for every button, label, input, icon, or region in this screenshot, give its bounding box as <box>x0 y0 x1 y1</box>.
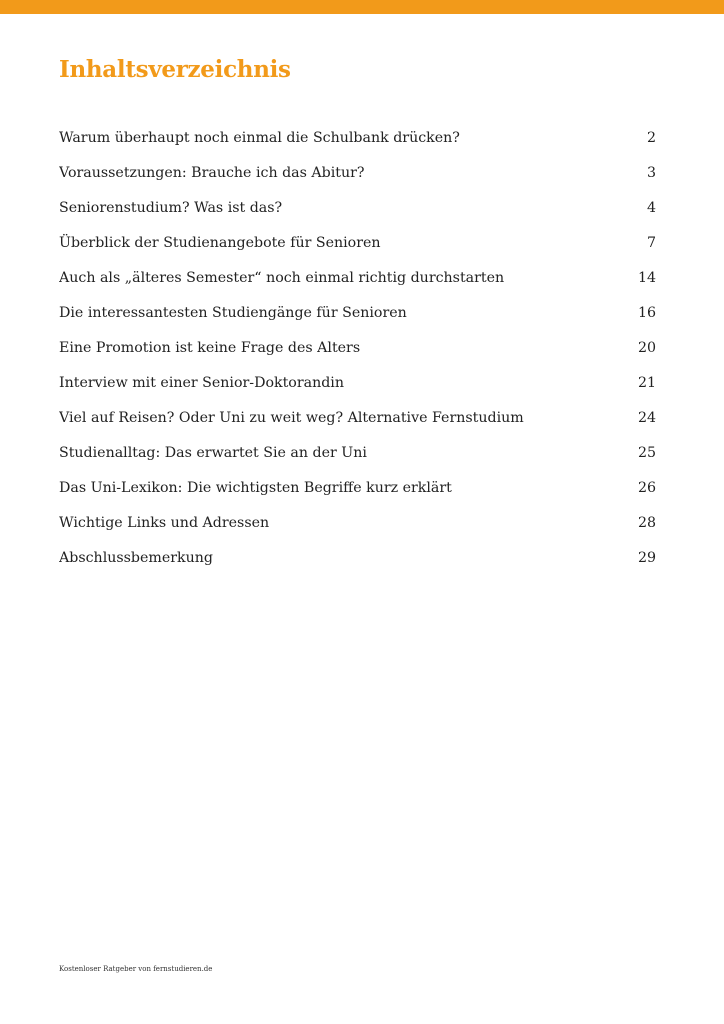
toc-entry-title: Abschlussbemerkung <box>59 550 213 566</box>
toc-entry-title: Eine Promotion ist keine Frage des Alters <box>59 340 361 356</box>
toc-entry-title: Interview mit einer Senior-Doktorandin <box>59 375 344 391</box>
toc-entry-page: 25 <box>637 445 656 461</box>
toc-entry-page: 20 <box>637 340 656 356</box>
toc-entry-title: Wichtige Links und Adressen <box>59 515 270 531</box>
toc-entry[interactable] <box>59 198 656 233</box>
table-of-contents <box>59 128 656 583</box>
toc-entry-title: Viel auf Reisen? Oder Uni zu weit weg? Alternative Fernstudium <box>59 410 524 426</box>
toc-entry[interactable] <box>59 408 656 443</box>
toc-entry-title: Auch als „älteres Semester“ noch einmal richtig durchstarten <box>59 270 505 286</box>
toc-entry-page: 29 <box>637 550 656 566</box>
page-title: Inhaltsverzeichnis <box>59 56 291 83</box>
toc-entry-page: 16 <box>637 305 656 321</box>
toc-entry[interactable] <box>59 128 656 163</box>
toc-entry-page: 2 <box>646 130 656 146</box>
toc-entry[interactable] <box>59 338 656 373</box>
toc-entry[interactable] <box>59 268 656 303</box>
toc-entry-page: 28 <box>637 515 656 531</box>
toc-entry[interactable] <box>59 303 656 338</box>
toc-entry-page: 4 <box>646 200 656 216</box>
toc-entry-title: Warum überhaupt noch einmal die Schulbank drücken? <box>59 130 460 146</box>
toc-entry[interactable] <box>59 163 656 198</box>
toc-entry-page: 3 <box>646 165 656 181</box>
footer-text: Kostenloser Ratgeber von fernstudieren.de <box>59 965 213 973</box>
top-accent-bar <box>0 0 724 14</box>
toc-entry-title: Studienalltag: Das erwartet Sie an der Uni <box>59 445 367 461</box>
toc-entry-page: 7 <box>646 235 656 251</box>
toc-entry[interactable] <box>59 233 656 268</box>
toc-entry-page: 26 <box>637 480 656 496</box>
toc-entry-title: Das Uni-Lexikon: Die wichtigsten Begriffe kurz erklärt <box>59 480 452 496</box>
toc-entry-page: 14 <box>637 270 656 286</box>
toc-entry-page: 24 <box>637 410 656 426</box>
toc-entry[interactable] <box>59 478 656 513</box>
toc-entry-title: Voraussetzungen: Brauche ich das Abitur? <box>59 165 365 181</box>
toc-entry-title: Überblick der Studienangebote für Senioren <box>59 235 381 251</box>
toc-entry-title: Die interessantesten Studiengänge für Senioren <box>59 305 407 321</box>
toc-entry[interactable] <box>59 548 656 583</box>
toc-entry[interactable] <box>59 373 656 408</box>
toc-entry[interactable] <box>59 443 656 478</box>
toc-entry-title: Seniorenstudium? Was ist das? <box>59 200 283 216</box>
toc-entry[interactable] <box>59 513 656 548</box>
toc-entry-page: 21 <box>637 375 656 391</box>
